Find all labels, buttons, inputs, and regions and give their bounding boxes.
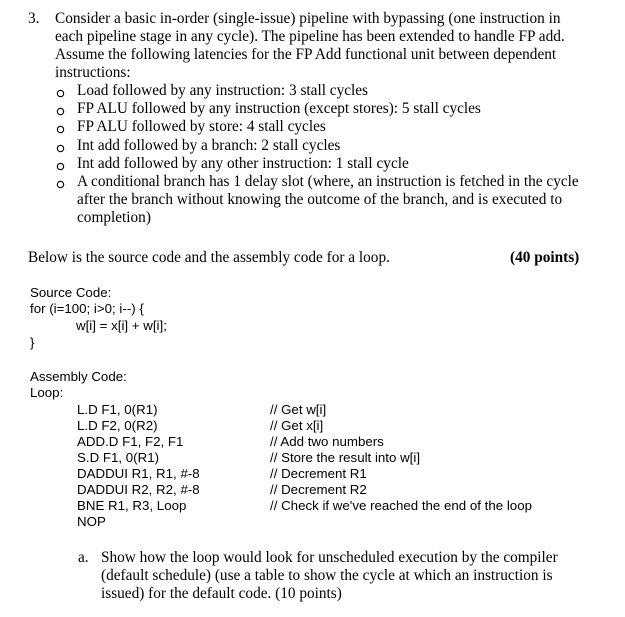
part-a-line: Show how the loop would look for unscheduled execution by the compiler xyxy=(101,549,558,566)
assembly-comment: // Get x[i] xyxy=(270,418,324,433)
source-code-line: for (i=100; i>0; i--) { xyxy=(30,301,144,316)
intro-line: Consider a basic in-order (single-issue) pipeline with bypassing (one instruction in xyxy=(55,10,561,27)
source-code-heading: Source Code: xyxy=(30,285,112,300)
list-item-text: A conditional branch has 1 delay slot (where, an instruction is fetched in the cycle xyxy=(77,173,579,190)
assembly-comment: // Store the result into w[i] xyxy=(270,450,421,465)
assembly-instruction: NOP xyxy=(77,514,106,529)
assembly-instruction: ADD.D F1, F2, F1 xyxy=(77,434,184,449)
assembly-comment: // Add two numbers xyxy=(270,434,384,449)
question-number: 3. xyxy=(28,10,40,27)
part-a-line: (default schedule) (use a table to show the cycle at which an instruction is xyxy=(101,567,553,584)
assembly-instruction: L.D F2, 0(R2) xyxy=(77,418,158,433)
assembly-instruction: S.D F1, 0(R1) xyxy=(77,450,160,465)
source-code-line: w[i] = x[i] + w[i]; xyxy=(76,318,167,333)
hollow-circle-bullet-icon xyxy=(56,162,65,171)
part-a-line: issued) for the default code. (10 points) xyxy=(101,585,342,602)
part-a-label: a. xyxy=(78,549,89,566)
assembly-comment: // Decrement R1 xyxy=(270,466,367,481)
intro-line: Assume the following latencies for the FP Add functional unit between dependent xyxy=(55,46,557,63)
hollow-circle-bullet-icon xyxy=(56,144,65,153)
assembly-comment: // Check if we've reached the end of the loop xyxy=(270,498,532,513)
hollow-circle-bullet-icon xyxy=(56,89,65,98)
assembly-comment: // Decrement R2 xyxy=(270,482,367,497)
assembly-instruction: DADDUI R2, R2, #-8 xyxy=(77,482,200,497)
assembly-instruction: L.D F1, 0(R1) xyxy=(77,402,158,417)
hollow-circle-bullet-icon xyxy=(56,125,65,134)
list-item-text: Int add followed by any other instruction: 1 stall cycle xyxy=(77,155,409,172)
assembly-instruction: BNE R1, R3, Loop xyxy=(77,498,187,513)
assembly-instruction: DADDUI R1, R1, #-8 xyxy=(77,466,200,481)
list-item-text: completion) xyxy=(77,209,151,226)
hollow-circle-bullet-icon xyxy=(56,107,65,116)
list-item-text: Int add followed by a branch: 2 stall cycles xyxy=(77,137,341,154)
points-label: (40 points) xyxy=(510,249,580,266)
list-item-text: after the branch without knowing the outcome of the branch, and is executed to xyxy=(77,191,563,208)
hollow-circle-bullet-icon xyxy=(56,180,65,189)
assembly-heading: Assembly Code: xyxy=(30,369,127,384)
list-item-text: FP ALU followed by store: 4 stall cycles xyxy=(77,118,326,135)
loop-description: Below is the source code and the assembly code for a loop. xyxy=(28,249,390,266)
list-item-text: Load followed by any instruction: 3 stall cycles xyxy=(77,82,368,99)
assembly-comment: // Get w[i] xyxy=(270,402,327,417)
intro-line: each pipeline stage in any cycle). The pipeline has been extended to handle FP add. xyxy=(55,28,565,45)
loop-label: Loop: xyxy=(30,385,64,400)
source-code-line: } xyxy=(30,335,35,350)
list-item-text: FP ALU followed by any instruction (except stores): 5 stall cycles xyxy=(77,100,481,117)
intro-line: instructions: xyxy=(55,64,131,81)
